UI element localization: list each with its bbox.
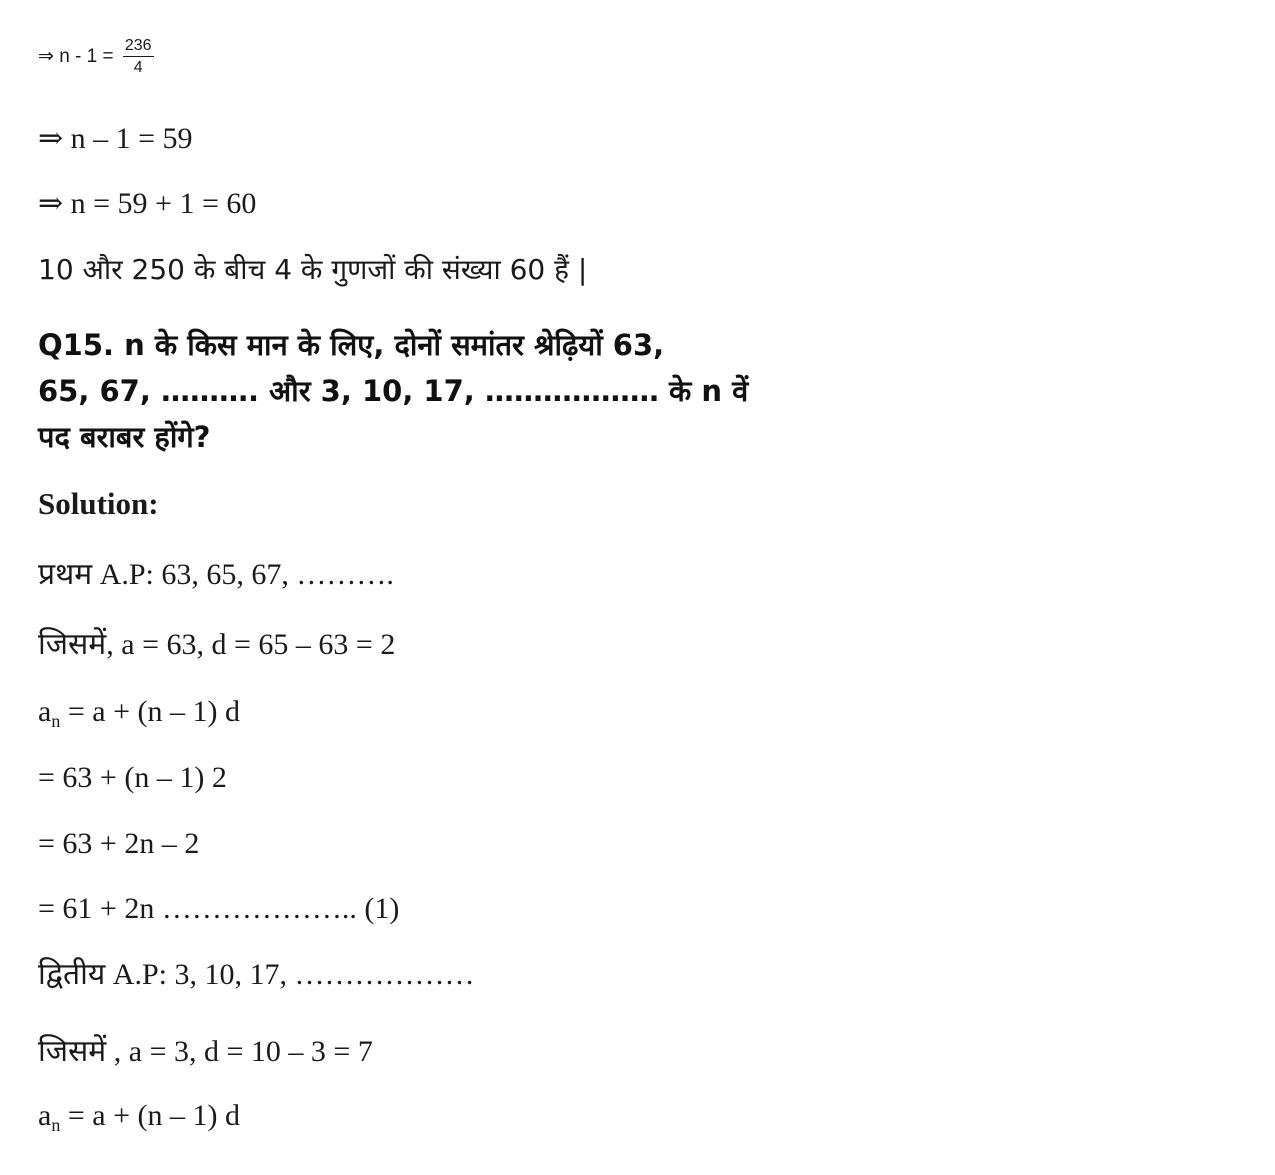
solution-line-expand: = 63 + 2n – 2 [38,827,200,860]
equation-prefix: ⇒ n - 1 = [38,46,114,68]
fraction-denominator: 4 [133,59,143,76]
an-symbol: a [38,1099,52,1132]
solution-line-second-ap: द्वितीय A.P: 3, 10, 17, ……………… [38,958,475,991]
equation-line-3: ⇒ n = 59 + 1 = 60 [38,187,257,220]
solution-heading: Solution: [38,486,159,521]
question-line-3: पद बराबर होंगे? [38,420,211,454]
formula-rest: = a + (n – 1) d [60,695,240,728]
solution-line-second-values: जिसमें , a = 3, d = 10 – 3 = 7 [38,1035,373,1068]
fraction [123,38,154,76]
formula-rest: = a + (n – 1) d [60,1099,240,1132]
solution-line-eq1: = 61 + 2n ……………….. (1) [38,892,400,925]
equation-line-2: ⇒ n – 1 = 59 [38,122,193,155]
an-symbol: a [38,695,52,728]
an-subscript: n [51,1115,61,1135]
question-15 [38,322,838,460]
result-statement: 10 और 250 के बीच 4 के गुणजों की संख्या 60 हैं | [38,253,588,286]
solution-line-first-ap: प्रथम A.P: 63, 65, 67, ………. [38,558,394,591]
solution-line-substitute: = 63 + (n – 1) 2 [38,761,227,794]
solution-line-first-values: जिसमें, a = 63, d = 65 – 63 = 2 [38,628,396,661]
solution-line-formula-2 [38,1099,240,1135]
solution-line-formula-1 [38,695,240,731]
equation-line-1 [38,38,154,76]
question-line-2: 65, 67, ………. और 3, 10, 17, ……………… के n वें [38,374,749,408]
question-line-1: Q15. n के किस मान के लिए, दोनों समांतर श्रेढ़ियों 63, [38,328,665,362]
fraction-numerator: 236 [123,38,154,57]
an-subscript: n [51,711,61,731]
